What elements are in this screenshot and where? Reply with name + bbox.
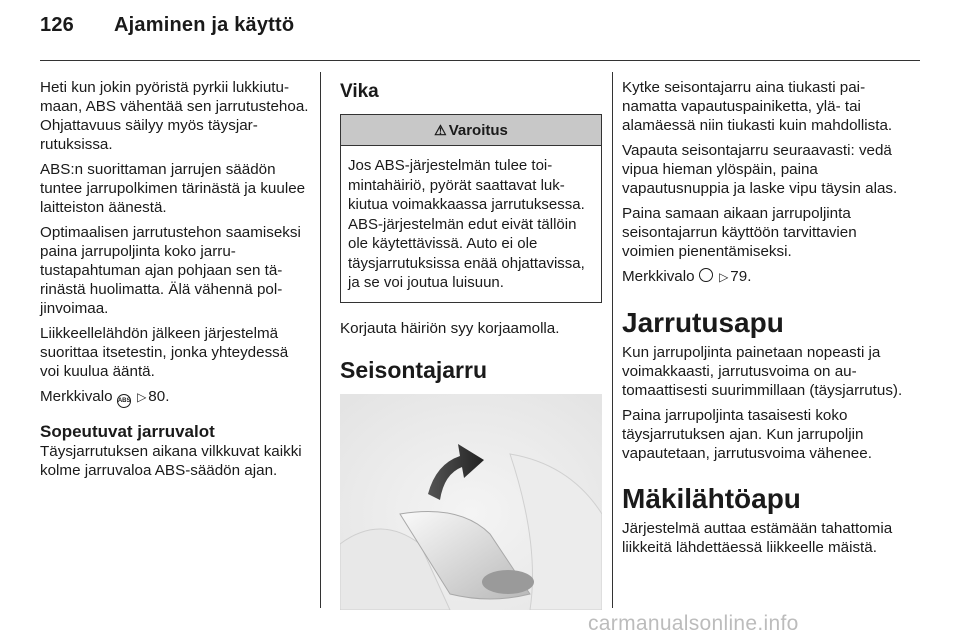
- hill-start-assist-text: Järjestelmä auttaa estämään tahattomia liikkeitä lähdettäessä liikkeelle mäistä.: [622, 520, 893, 556]
- abs-paragraph-1: Heti kun jokin pyöristä pyrkii lukkiutumaan, ABS vähentää sen jarrutustehoa. Ohjattavuus säilyy myös täysjarrutuksissa.: [40, 79, 309, 153]
- column-divider-2: [612, 72, 613, 608]
- warning-title: Varoitus: [448, 122, 508, 139]
- parking-brake-paragraph-1: Kytke seisontajarru aina tiukasti painamatta vapautuspainiketta, ylä- tai alamäessä niin tiukasti kuin mahdollista.: [622, 79, 893, 134]
- abs-warning-light-icon: ABS: [117, 394, 131, 408]
- abs-paragraph-2: ABS:n suorittaman jarrujen säädön tuntee jarrupolkimen tärinästä ja kuulee laitteiston äänestä.: [40, 161, 306, 216]
- column-2: [340, 78, 602, 615]
- warning-box: [340, 114, 602, 303]
- fault-heading: Vika: [340, 81, 379, 102]
- adaptive-brake-lights-text: Täysjarrutuksen aikana vilkkuvat kaikki kolme jarruvaloa ABS-säädön ajan.: [40, 443, 302, 479]
- abs-paragraph-4: Liikkeellelähdön jälkeen järjestelmä suorittaa itsetestin, jonka yhteydessä voi kuulua ääntä.: [40, 325, 289, 380]
- abs-paragraph-3: Optimaalisen jarrutustehon saamiseksi paina jarrupoljinta koko jarrutustapahtuman ajan pohjaan sen tärinästä huolimatta. Älä vähennä poljinvoimaa.: [40, 224, 301, 317]
- brake-assist-heading: Jarrutusapu: [622, 307, 784, 338]
- abs-reference-page[interactable]: 80.: [148, 388, 170, 405]
- column-1: [40, 78, 310, 486]
- parking-brake-paragraph-3: Paina samaan aikaan jarrupoljinta seisontajarrun käyttöön tarvittavien voimien pienentämiseksi.: [622, 205, 857, 260]
- brake-assist-paragraph-1: Kun jarrupoljinta painetaan nopeasti ja voimakkaasti, jarrutusvoima on automaattisesti suurimmillaan (täysjarrutus).: [622, 344, 903, 399]
- page-title: Ajaminen ja käyttö: [114, 14, 295, 36]
- warning-text: Jos ABS-järjestelmän tulee toimintahäiriö, pyörät saattavat lukkiutua voimakkaassa jarrutuksessa. ABS-järjestelmän edut eivät tällöin ole käytettävissä. Auto ei ole täysjarrutuksissa enää ohjattavissa, ja se voi joutua luisuun.: [348, 157, 585, 291]
- page-reference-arrow-icon: ▷: [719, 270, 729, 284]
- repair-text: Korjauta häiriön syy korjaamolla.: [340, 319, 560, 337]
- page-reference-arrow-icon: ▷: [137, 390, 147, 404]
- parking-brake-illustration: [340, 394, 602, 610]
- warning-triangle-icon: ⚠: [434, 122, 447, 138]
- lever-base: [482, 570, 534, 594]
- brake-reference-page[interactable]: 79.: [730, 268, 752, 285]
- brake-warning-light-icon: [699, 268, 713, 282]
- parking-brake-indicator-reference: Merkkivalo ▷ 79.: [622, 268, 752, 285]
- parking-brake-heading: Seisontajarru: [340, 356, 487, 383]
- watermark: carmanualsonline.info: [588, 612, 799, 635]
- column-divider-1: [320, 72, 321, 608]
- column-3: [622, 78, 907, 563]
- brake-assist-paragraph-2: Paina jarrupoljinta tasaisesti koko täysjarrutuksen ajan. Kun jarrupoljin vapautetaan, jarrutusvoima vähenee.: [622, 407, 872, 462]
- hill-start-assist-heading: Mäkilähtöapu: [622, 483, 801, 514]
- abs-indicator-reference: Merkkivalo ABS ▷ 80.: [40, 387, 310, 408]
- header-rule: [40, 60, 920, 61]
- page-header: [40, 14, 294, 37]
- parking-brake-paragraph-2: Vapauta seisontajarru seuraavasti: vedä vipua hieman ylöspäin, paina vapautusnuppia ja laske vipu täysin alas.: [622, 142, 898, 197]
- warning-header: [341, 115, 601, 146]
- page-number: 126: [40, 14, 74, 36]
- adaptive-brake-lights-heading: Sopeutuvat jarruvalot: [40, 422, 215, 441]
